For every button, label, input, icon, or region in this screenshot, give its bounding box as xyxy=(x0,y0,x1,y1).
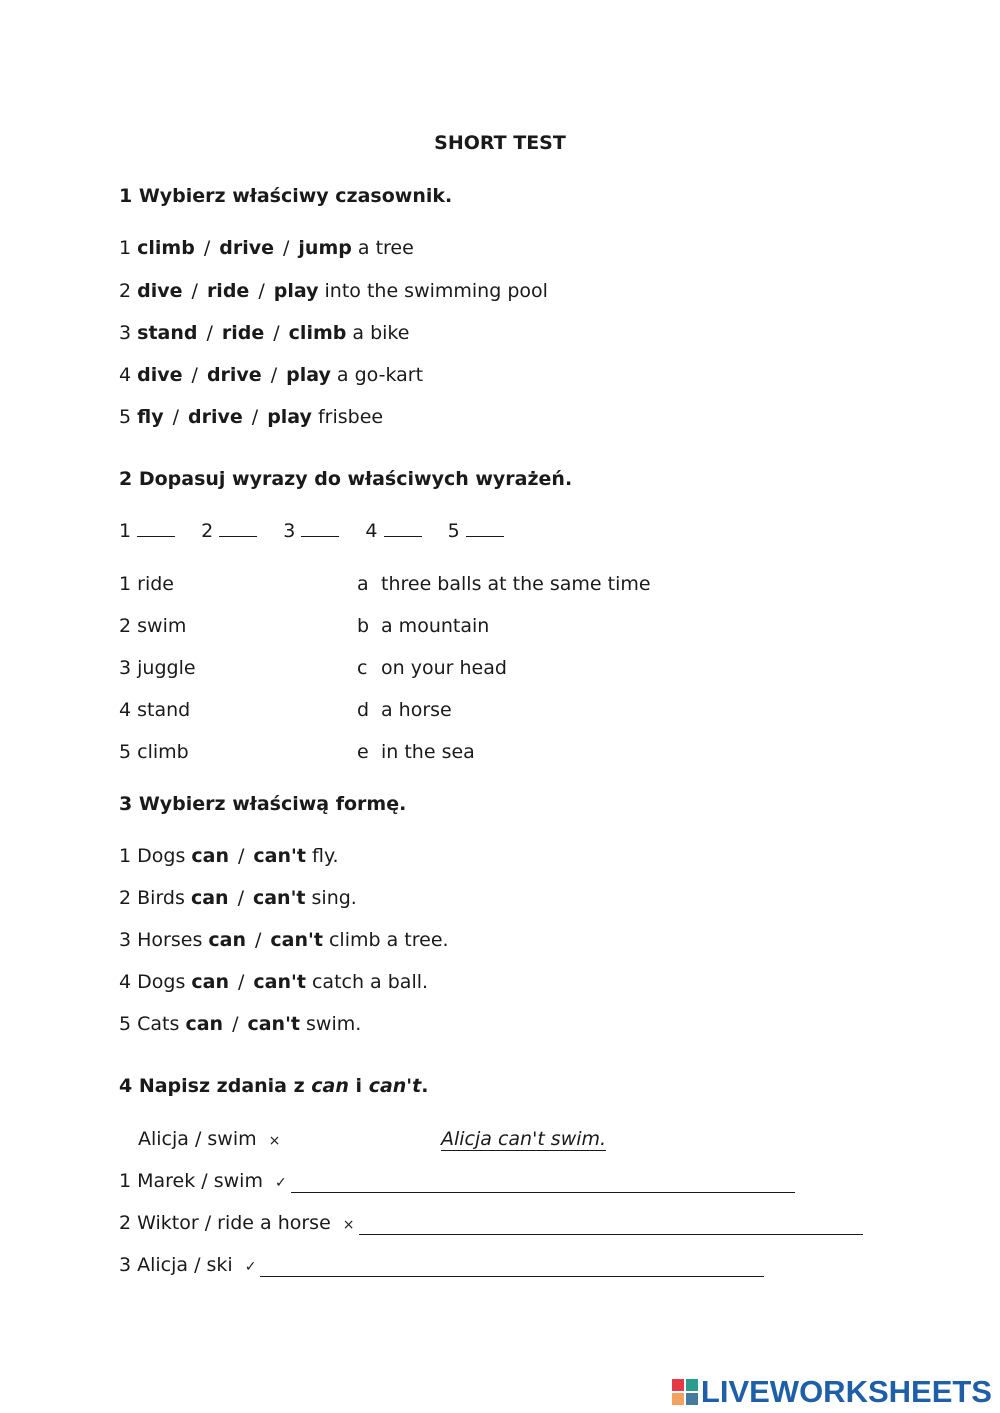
item-number: 5 xyxy=(119,406,132,428)
section-3-heading: 3 Wybierz właściwą formę. xyxy=(119,793,407,815)
match-letter-c: c xyxy=(357,657,368,679)
answer-input-3[interactable] xyxy=(260,1256,764,1277)
match-blank-2[interactable] xyxy=(219,520,257,537)
item-rest: swim. xyxy=(306,1013,362,1035)
s4-item-1 xyxy=(119,1170,795,1193)
s3-item-2: 2 Birds can / can't sing. xyxy=(119,887,357,909)
match-left-1: 1 ride xyxy=(119,573,174,595)
match-phrase-d: a horse xyxy=(381,699,452,721)
prompt-text: 2 Wiktor / ride a horse xyxy=(119,1212,331,1234)
option-2[interactable]: drive xyxy=(188,406,243,428)
option-can[interactable]: can xyxy=(190,887,229,909)
option-cant[interactable]: can't xyxy=(270,929,323,951)
option-can[interactable]: can xyxy=(185,1013,224,1035)
s3-item-3: 3 Horses can / can't climb a tree. xyxy=(119,929,449,951)
match-blank-4[interactable] xyxy=(384,520,422,537)
s4-item-2 xyxy=(119,1212,863,1235)
check-icon: ✓ xyxy=(244,1259,257,1275)
answer-input-1[interactable] xyxy=(291,1172,795,1193)
option-1[interactable]: dive xyxy=(137,364,183,386)
item-pre: 1 Dogs xyxy=(119,845,186,867)
prompt-text: 3 Alicja / ski xyxy=(119,1254,233,1276)
item-number: 3 xyxy=(119,322,132,344)
blank-number: 5 xyxy=(447,520,460,542)
match-left-4: 4 stand xyxy=(119,699,191,721)
blank-number: 2 xyxy=(201,520,214,542)
item-rest: a tree xyxy=(357,237,414,259)
match-phrase-c: on your head xyxy=(381,657,507,679)
check-icon: ✓ xyxy=(274,1175,287,1191)
option-can[interactable]: can xyxy=(191,845,230,867)
logo-icon xyxy=(672,1379,698,1405)
cross-icon: × xyxy=(342,1217,355,1233)
option-cant[interactable]: can't xyxy=(253,971,306,993)
s4-item-3 xyxy=(119,1254,764,1277)
option-1[interactable]: dive xyxy=(137,280,183,302)
item-number: 4 xyxy=(119,364,132,386)
match-letter-a: a xyxy=(357,573,369,595)
option-cant[interactable]: can't xyxy=(252,887,306,909)
item-rest: frisbee xyxy=(317,406,384,428)
heading-text: 4 Napisz zdania z xyxy=(119,1075,305,1097)
item-number: 2 xyxy=(119,280,132,302)
option-3[interactable]: jump xyxy=(298,237,352,259)
option-3[interactable]: climb xyxy=(288,322,347,344)
item-rest: sing. xyxy=(311,887,357,909)
heading-text: i xyxy=(355,1075,363,1097)
blank-number: 1 xyxy=(119,520,132,542)
match-blank-1[interactable] xyxy=(137,520,175,537)
section-1-heading: 1 Wybierz właściwy czasownik. xyxy=(119,185,453,207)
item-rest: fly. xyxy=(311,845,339,867)
prompt-text: 1 Marek / swim xyxy=(119,1170,263,1192)
option-3[interactable]: play xyxy=(273,280,319,302)
option-cant[interactable]: can't xyxy=(253,845,306,867)
s1-item-5: 5 fly / drive / play frisbee xyxy=(119,406,384,428)
option-1[interactable]: stand xyxy=(137,322,198,344)
heading-can: can xyxy=(311,1075,349,1097)
match-phrase-e: in the sea xyxy=(381,741,475,763)
option-3[interactable]: play xyxy=(286,364,331,386)
item-pre: 4 Dogs xyxy=(119,971,186,993)
s1-item-1: 1 climb / drive / jump a tree xyxy=(119,237,414,259)
liveworksheets-logo[interactable] xyxy=(672,1374,992,1410)
s1-item-4: 4 dive / drive / play a go-kart xyxy=(119,364,424,386)
example-prompt xyxy=(138,1128,280,1150)
option-2[interactable]: ride xyxy=(206,280,250,302)
match-letter-e: e xyxy=(357,741,369,763)
item-rest: into the swimming pool xyxy=(324,280,548,302)
example-answer: Alicja can't swim. xyxy=(441,1128,607,1150)
item-rest: catch a ball. xyxy=(311,971,429,993)
s3-item-5: 5 Cats can / can't swim. xyxy=(119,1013,362,1035)
page-title: SHORT TEST xyxy=(434,132,566,154)
s1-item-3: 3 stand / ride / climb a bike xyxy=(119,322,410,344)
option-1[interactable]: fly xyxy=(137,406,164,428)
match-letter-b: b xyxy=(357,615,370,637)
match-left-5: 5 climb xyxy=(119,741,189,763)
s3-item-4: 4 Dogs can / can't catch a ball. xyxy=(119,971,429,993)
option-1[interactable]: climb xyxy=(137,237,195,259)
prompt-text: Alicja / swim xyxy=(138,1128,257,1150)
option-can[interactable]: can xyxy=(191,971,230,993)
option-3[interactable]: play xyxy=(267,406,312,428)
blank-number: 3 xyxy=(283,520,296,542)
heading-cant: can't xyxy=(368,1075,422,1097)
match-phrase-b: a mountain xyxy=(381,615,490,637)
section-2-heading: 2 Dopasuj wyrazy do właściwych wyrażeń. xyxy=(119,468,573,490)
option-cant[interactable]: can't xyxy=(247,1013,300,1035)
item-rest: climb a tree. xyxy=(328,929,449,951)
option-2[interactable]: ride xyxy=(221,322,265,344)
blank-number: 4 xyxy=(365,520,378,542)
item-rest: a bike xyxy=(352,322,410,344)
item-number: 1 xyxy=(119,237,132,259)
s1-item-2: 2 dive / ride / play into the swimming pool xyxy=(119,280,548,302)
match-letter-d: d xyxy=(357,699,370,721)
cross-icon: × xyxy=(268,1133,281,1149)
item-pre: 3 Horses xyxy=(119,929,203,951)
answer-input-2[interactable] xyxy=(359,1214,863,1235)
item-pre: 2 Birds xyxy=(119,887,185,909)
match-left-3: 3 juggle xyxy=(119,657,196,679)
item-rest: a go-kart xyxy=(336,364,424,386)
match-blank-3[interactable] xyxy=(301,520,339,537)
match-answer-row xyxy=(119,520,530,542)
match-blank-5[interactable] xyxy=(466,520,504,537)
s3-item-1: 1 Dogs can / can't fly. xyxy=(119,845,339,867)
heading-text: . xyxy=(421,1075,429,1097)
item-pre: 5 Cats xyxy=(119,1013,180,1035)
match-phrase-a: three balls at the same time xyxy=(381,573,651,595)
option-2[interactable]: drive xyxy=(219,237,274,259)
option-2[interactable]: drive xyxy=(206,364,262,386)
logo-text: LIVEWORKSHEETS xyxy=(700,1374,992,1409)
match-left-2: 2 swim xyxy=(119,615,187,637)
option-can[interactable]: can xyxy=(208,929,247,951)
section-4-heading xyxy=(119,1075,428,1097)
